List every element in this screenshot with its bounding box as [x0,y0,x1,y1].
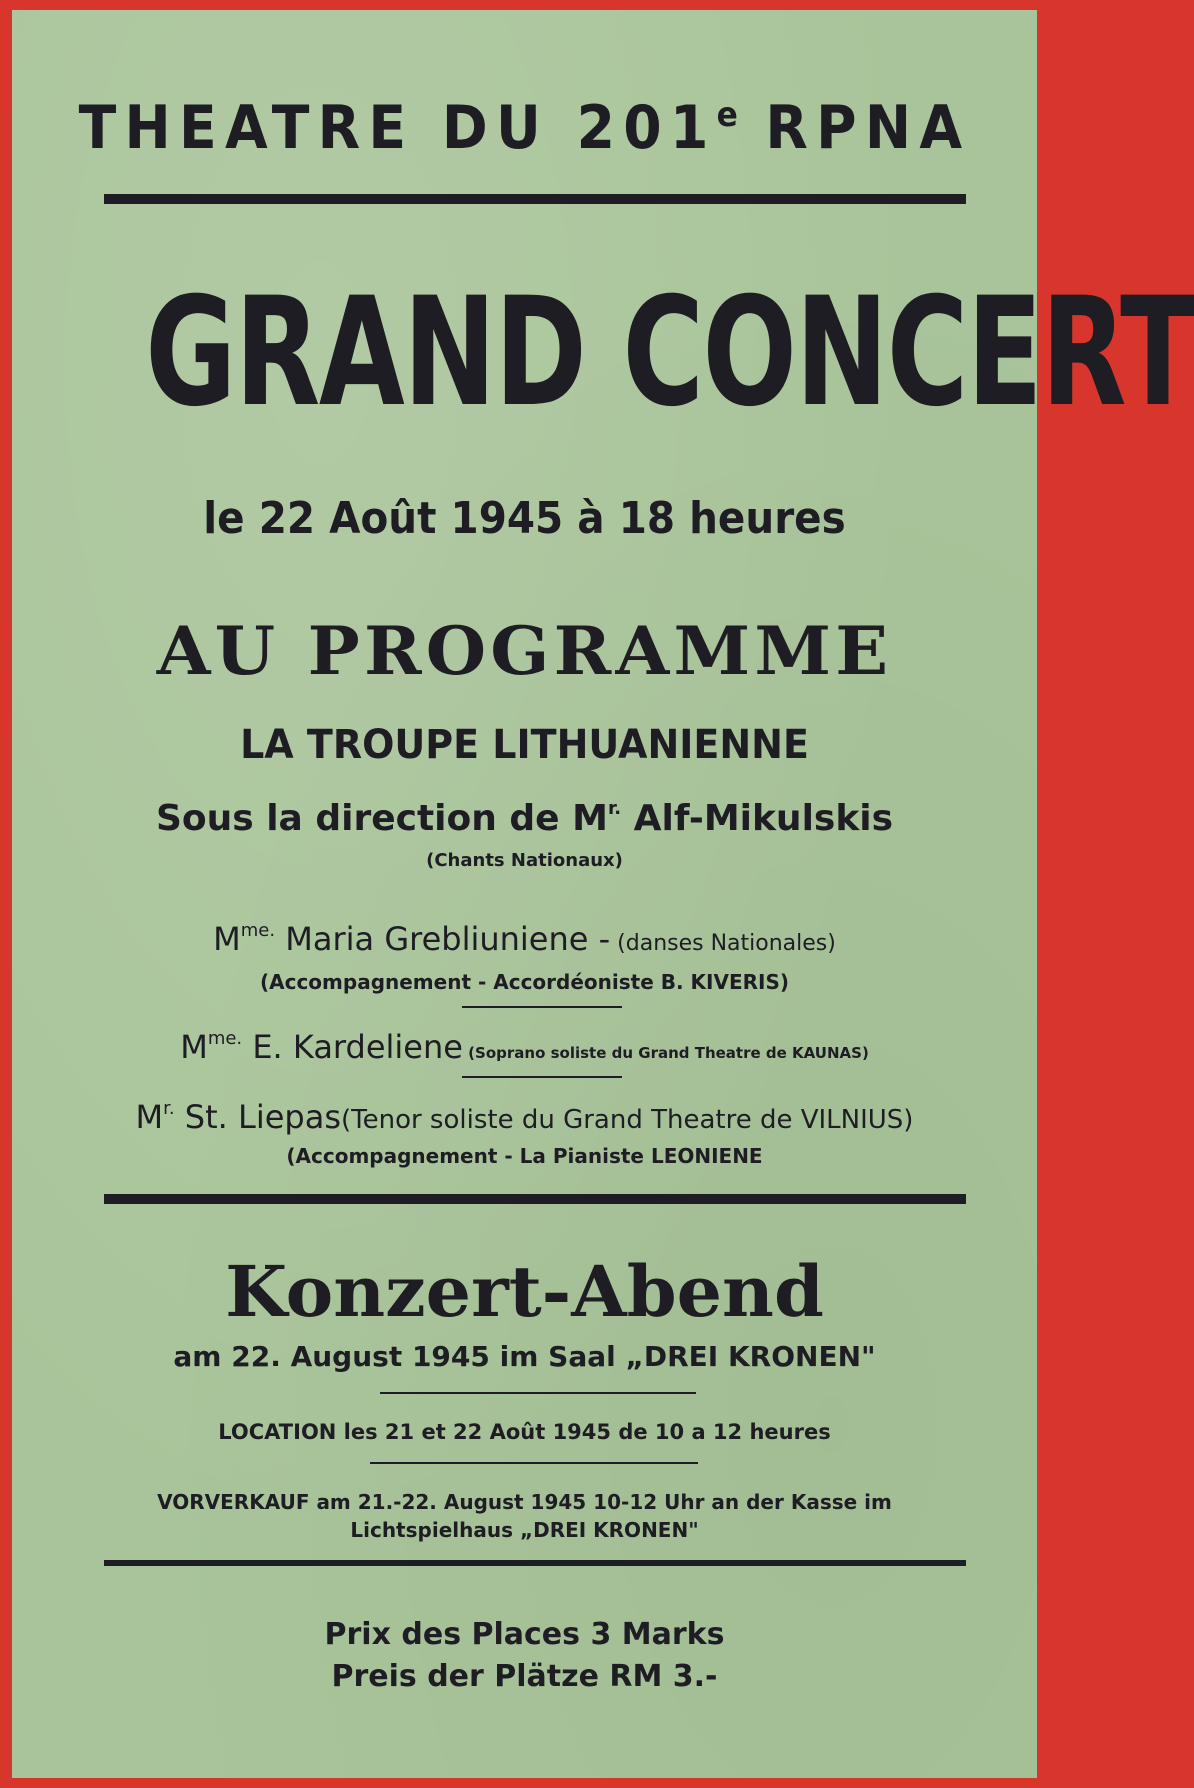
direction-line [12,798,1037,839]
artist-1 [12,920,1037,958]
artist-2-title: M [180,1028,208,1066]
artist-1-accompaniment: (Accompagnement - Accordéoniste B. KIVERIS) [259,970,790,994]
artist-2-title-sup: me. [207,1028,243,1049]
chants-note: (Chants Nationaux) [426,850,623,871]
artist-3-note: (Tenor soliste du Grand Theatre de VILNIUS) [340,1105,914,1135]
direction-before: Sous la direction de M [155,798,608,839]
price-de: Preis der Plätze RM 3.- [331,1659,718,1694]
vorverkauf-line-2: Lichtspielhaus „DREI KRONEN" [350,1518,699,1542]
location-line: LOCATION les 21 et 22 Août 1945 de 10 a 12 heures [218,1420,831,1444]
german-date: am 22. August 1945 im Saal „DREI KRONEN" [173,1340,876,1373]
artist-3-title: M [135,1098,164,1136]
troupe-name: LA TROUPE LITHUANIENNE [240,722,809,768]
theatre-title-end: RPNA [737,93,971,163]
concert-poster [12,10,1194,1778]
date-line: le 22 Août 1945 à 18 heures [203,493,846,544]
location-divider-bottom [370,1462,698,1464]
section-divider [104,1194,966,1204]
direction-after: Alf-Mikulskis [621,798,894,839]
artist-2-name: E. Kardeliene [242,1028,463,1066]
artist-1-note: (danses Nationales) [610,931,836,956]
artist-divider-1 [462,1006,622,1008]
artist-3-name: St. Liepas [174,1098,341,1136]
headline: GRAND CONCERT [145,266,1194,440]
price-divider [104,1560,966,1566]
artist-3-accompaniment: (Accompagnement - La Pianiste LEONIENE [286,1144,763,1168]
artist-3 [12,1098,1037,1136]
artist-1-name: Maria Grebliuniene - [275,920,611,958]
artist-2-note: (Soprano soliste du Grand Theatre de KAUNAS) [462,1044,869,1062]
artist-1-title-sup: me. [240,920,276,941]
artist-1-title: M [213,920,241,958]
header-divider [104,194,966,204]
artist-divider-2 [462,1076,622,1078]
direction-sup: r. [607,798,622,819]
german-heading: Konzert-Abend [225,1250,824,1333]
theatre-title-main: THEATRE DU 201 [78,93,717,163]
programme-heading: AU PROGRAMME [156,612,893,690]
price-fr: Prix des Places 3 Marks [324,1617,725,1652]
theatre-title [53,93,996,163]
prices [12,1614,1037,1698]
theatre-title-sup: e [716,95,738,135]
location-divider-top [380,1392,696,1394]
artist-3-title-sup: r. [163,1098,175,1119]
vorverkauf-line-1: VORVERKAUF am 21.-22. August 1945 10-12 Uhr an der Kasse im [157,1490,892,1514]
artist-2 [12,1028,1037,1066]
vorverkauf [12,1488,1037,1544]
